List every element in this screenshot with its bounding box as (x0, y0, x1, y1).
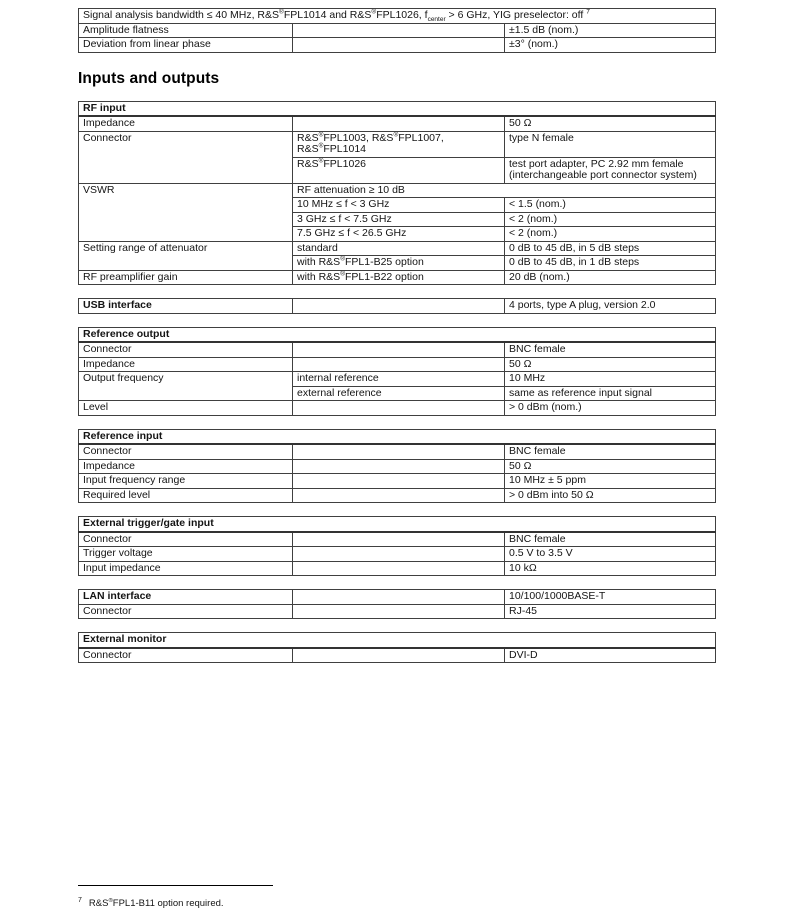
spec-cell: Connector (79, 342, 293, 357)
spec-row (79, 23, 716, 38)
spec-cell: R&S®FPL1026 (293, 157, 505, 183)
spec-cell: Impedance (79, 357, 293, 372)
spec-cell: Impedance (79, 459, 293, 474)
section-title-cell: External monitor (79, 633, 716, 648)
spec-cell: 4 ports, type A plug, version 2.0 (505, 299, 716, 314)
section-header-row (79, 517, 716, 532)
spec-row (79, 241, 716, 256)
spec-cell: Trigger voltage (79, 547, 293, 562)
spec-cell: external reference (293, 386, 505, 401)
spec-cell: Level (79, 401, 293, 416)
spec-cell: < 2 (nom.) (505, 227, 716, 242)
spec-cell: internal reference (293, 372, 505, 387)
spec-cell: RF attenuation ≥ 10 dB (293, 183, 716, 198)
footnote-separator (78, 885, 273, 886)
spec-cell: 50 Ω (505, 116, 716, 131)
spec-cell: DVI-D (505, 648, 716, 663)
spec-row (79, 444, 716, 459)
spec-row (79, 270, 716, 285)
spec-cell: RF preamplifier gain (79, 270, 293, 285)
usb-interface-table (78, 298, 716, 314)
spec-cell: Amplitude flatness (79, 23, 293, 38)
spec-cell: with R&S®FPL1-B25 option (293, 256, 505, 271)
spec-cell: 3 GHz ≤ f < 7.5 GHz (293, 212, 505, 227)
spec-cell: type N female (505, 131, 716, 157)
spec-row (79, 561, 716, 576)
spec-row (79, 401, 716, 416)
spec-cell: BNC female (505, 342, 716, 357)
lan-interface-table (78, 589, 716, 619)
spec-cell: 50 Ω (505, 459, 716, 474)
spec-cell: ±1.5 dB (nom.) (505, 23, 716, 38)
section-title-cell: USB interface (79, 299, 293, 314)
section-title-cell: External trigger/gate input (79, 517, 716, 532)
spec-cell: same as reference input signal (505, 386, 716, 401)
spec-row (79, 131, 716, 157)
section-title-cell: LAN interface (79, 590, 293, 605)
spec-row (79, 38, 716, 53)
spec-cell: 10 kΩ (505, 561, 716, 576)
spec-cell: 0 dB to 45 dB, in 5 dB steps (505, 241, 716, 256)
spec-cell: ±3° (nom.) (505, 38, 716, 53)
section-title-cell: Reference output (79, 327, 716, 342)
spec-cell: Signal analysis bandwidth ≤ 40 MHz, R&S®FPL1014 and R&S®FPL1026, $f_{center} > 6$ GHz, YIG preselector: off $^7$ (79, 9, 716, 24)
spec-cell: 0.5 V to 3.5 V (505, 547, 716, 562)
spec-row (79, 590, 716, 605)
spec-cell (293, 401, 505, 416)
spec-row (79, 357, 716, 372)
spec-cell (293, 561, 505, 576)
spec-cell: 10 MHz ≤ f < 3 GHz (293, 198, 505, 213)
spec-row (79, 648, 716, 663)
section-header-row (79, 429, 716, 444)
spec-cell: with R&S®FPL1-B22 option (293, 270, 505, 285)
spec-cell (293, 299, 505, 314)
signal-analysis-bandwidth-table (78, 8, 716, 53)
reference-output-table (78, 327, 716, 416)
section-header-row (79, 633, 716, 648)
spec-cell: Output frequency (79, 372, 293, 401)
spec-row (79, 532, 716, 547)
spec-cell: Setting range of attenuator (79, 241, 293, 270)
spec-cell: VSWR (79, 183, 293, 241)
spec-cell: Connector (79, 648, 293, 663)
section-header-row (79, 101, 716, 116)
spec-cell: BNC female (505, 444, 716, 459)
spec-cell: Connector (79, 604, 293, 619)
spec-cell: > 0 dBm into 50 Ω (505, 488, 716, 503)
spec-cell (293, 532, 505, 547)
spec-cell (293, 604, 505, 619)
spec-cell: 0 dB to 45 dB, in 1 dB steps (505, 256, 716, 271)
spec-cell: Required level (79, 488, 293, 503)
spec-cell: < 1.5 (nom.) (505, 198, 716, 213)
spec-cell (293, 342, 505, 357)
section-heading: Inputs and outputs (78, 69, 220, 87)
spec-cell: R&S®FPL1003, R&S®FPL1007, R&S®FPL1014 (293, 131, 505, 157)
spec-cell: test port adapter, PC 2.92 mm female (interchangeable port connector system) (505, 157, 716, 183)
spec-cell (293, 38, 505, 53)
spec-cell (293, 474, 505, 489)
spec-cell: 10 MHz ± 5 ppm (505, 474, 716, 489)
footnote-body: R&S®FPL1-B11 option required. (88, 897, 224, 909)
spec-cell: Deviation from linear phase (79, 38, 293, 53)
spec-cell (293, 547, 505, 562)
spec-cell: > 0 dBm (nom.) (505, 401, 716, 416)
spec-cell: < 2 (nom.) (505, 212, 716, 227)
spec-cell: Connector (79, 532, 293, 547)
external-trigger-gate-input-table (78, 516, 716, 576)
spec-cell (293, 116, 505, 131)
spec-row (79, 488, 716, 503)
spec-row (79, 459, 716, 474)
spec-cell: 20 dB (nom.) (505, 270, 716, 285)
spec-cell: 10/100/1000BASE-T (505, 590, 716, 605)
spec-cell (293, 648, 505, 663)
spec-cell: 10 MHz (505, 372, 716, 387)
spec-row (79, 474, 716, 489)
spec-cell: 7.5 GHz ≤ f < 26.5 GHz (293, 227, 505, 242)
spec-cell: Connector (79, 131, 293, 183)
spec-cell: BNC female (505, 532, 716, 547)
reference-input-table (78, 429, 716, 504)
spec-row (79, 604, 716, 619)
spec-row (79, 183, 716, 198)
spec-row (79, 9, 716, 24)
footnote-text (78, 898, 578, 909)
spec-cell: RJ-45 (505, 604, 716, 619)
spec-cell (293, 444, 505, 459)
external-monitor-table (78, 632, 716, 663)
footnote-marker: 7 (78, 896, 82, 904)
spec-cell: Input impedance (79, 561, 293, 576)
spec-row (79, 342, 716, 357)
section-title-cell: Reference input (79, 429, 716, 444)
spec-cell: 50 Ω (505, 357, 716, 372)
footnote (78, 885, 578, 909)
section-header-row (79, 327, 716, 342)
spec-row (79, 547, 716, 562)
spec-cell (293, 23, 505, 38)
spec-cell (293, 590, 505, 605)
rf-input-table (78, 101, 716, 286)
spec-cell (293, 357, 505, 372)
spec-row (79, 116, 716, 131)
spec-cell: Impedance (79, 116, 293, 131)
spec-cell: Connector (79, 444, 293, 459)
spec-cell: standard (293, 241, 505, 256)
spec-cell (293, 459, 505, 474)
spec-cell (293, 488, 505, 503)
spec-row (79, 372, 716, 387)
section-title-cell: RF input (79, 101, 716, 116)
spec-cell: Input frequency range (79, 474, 293, 489)
spec-row (79, 299, 716, 314)
